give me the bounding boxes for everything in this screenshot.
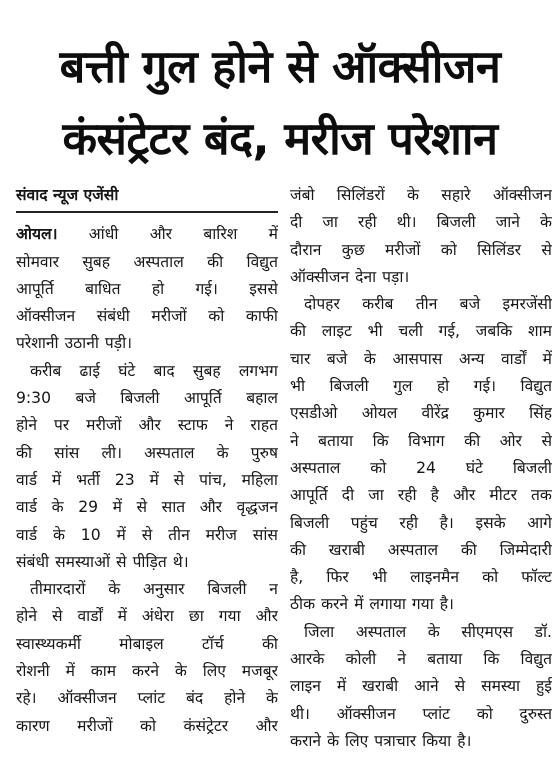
- article-column-right: [290, 182, 552, 755]
- left-column-line: की सांस ली। अस्पताल के पुरुष: [16, 443, 278, 462]
- left-column-line: वार्ड के 29 में से सात और वृद्धजन: [16, 498, 278, 517]
- left-column-line: 9:30 बजे बिजली आपूर्ति बहाल: [16, 389, 278, 408]
- article-column-left: [16, 182, 278, 740]
- headline-line-1: बत्ती गुल होने से ऑक्सीजन: [59, 40, 501, 93]
- left-column-line: रहे। ऑक्सीजन प्लांट बंद होने के: [16, 689, 278, 708]
- right-column-line: जंबो सिलिंडरों के सहारे ऑक्सीजन: [290, 186, 552, 204]
- right-column-line: कराने के लिए पत्राचार किया है।: [290, 731, 472, 750]
- right-column-line: अस्पताल को 24 घंटे बिजली: [290, 458, 552, 477]
- right-column-line: एसडीओ ओयल वीरेंद्र कुमार सिंह: [290, 404, 552, 423]
- left-column-line: संबंधी समस्याओं से पीड़ित थे।: [16, 552, 189, 571]
- right-column-line: ठीक करने में लगाया गया है।: [290, 595, 454, 614]
- left-column-line: होने से वार्डों में अंधेरा छा गया और: [16, 607, 278, 626]
- right-column-line: आपूर्ति दी जा रही है और मीटर तक: [290, 486, 552, 505]
- right-column-line: ने बताया कि विभाग की ओर से: [290, 431, 552, 450]
- right-column-line: दी जा रही थी। बिजली जाने के: [290, 213, 552, 232]
- byline: संवाद न्यूज एजेंसी: [16, 186, 119, 204]
- right-column-line: है, फिर भी लाइनमैन को फॉल्ट: [290, 568, 552, 587]
- right-column-line: आरके कोली ने बताया कि विद्युत: [290, 650, 552, 669]
- right-column-line: चार बजे के आसपास अन्य वार्डों में: [290, 349, 552, 368]
- left-column-line: करीब ढाई घंटे बाद सुबह लगभग: [30, 361, 278, 380]
- right-column-line: दौरान कुछ मरीजों को सिलिंडर से: [290, 240, 552, 259]
- left-column-line: वार्ड में भर्ती 23 में से पांच, महिला: [16, 470, 278, 489]
- byline-divider: [16, 211, 278, 213]
- right-column-body: [290, 182, 552, 755]
- left-column-line: तीमारदारों के अनुसार बिजली न: [30, 580, 278, 599]
- left-column-line: कारण मरीजों को कंसंट्रेटर और: [16, 716, 278, 735]
- left-column-line: रोशनी में काम करने के लिए मजबूर: [16, 662, 278, 681]
- left-column-line: स्वास्थ्यकर्मी मोबाइल टॉर्च की: [16, 634, 278, 653]
- right-column-line: लाइन में खराबी आने से समस्या हुई: [290, 677, 552, 696]
- right-column-line: बिजली पहुंच रही है। इसके आगे: [290, 513, 552, 532]
- right-column-line: भी बिजली गुल हो गई। विद्युत: [290, 377, 552, 396]
- left-column-line: सोमवार सुबह अस्पताल की विद्युत: [16, 252, 278, 271]
- left-column-line: ओयल। आंधी और बारिश में: [16, 221, 278, 248]
- right-column-line: ऑक्सीजन देना पड़ा।: [290, 267, 410, 286]
- right-column-line: की खराबी अस्पताल की जिम्मेदारी: [290, 540, 552, 559]
- headline-line-2: कंसंट्रेटर बंद, मरीज परेशान: [62, 112, 498, 165]
- right-column-line: थी। ऑक्सीजन प्लांट को दुरुस्त: [290, 704, 552, 723]
- dateline: ओयल।: [16, 225, 58, 244]
- left-column-line: वार्ड के 10 में से तीन मरीज सांस: [16, 525, 278, 544]
- left-column-line: आपूर्ति बाधित हो गई। इससे: [16, 279, 278, 298]
- left-column-body: [16, 221, 278, 740]
- right-column-line: की लाइट भी चली गई, जबकि शाम: [290, 322, 552, 341]
- left-column-line: ऑक्सीजन संबंधी मरीजों को काफी: [16, 307, 278, 326]
- right-column-line: जिला अस्पताल के सीएमएस डॉ.: [304, 622, 552, 641]
- right-column-line: दोपहर करीब तीन बजे इमरजेंसी: [304, 295, 552, 314]
- left-column-line: परेशानी उठानी पड़ी।: [16, 334, 133, 353]
- left-column-line: होने पर मरीजों और स्टाफ ने राहत: [16, 416, 278, 435]
